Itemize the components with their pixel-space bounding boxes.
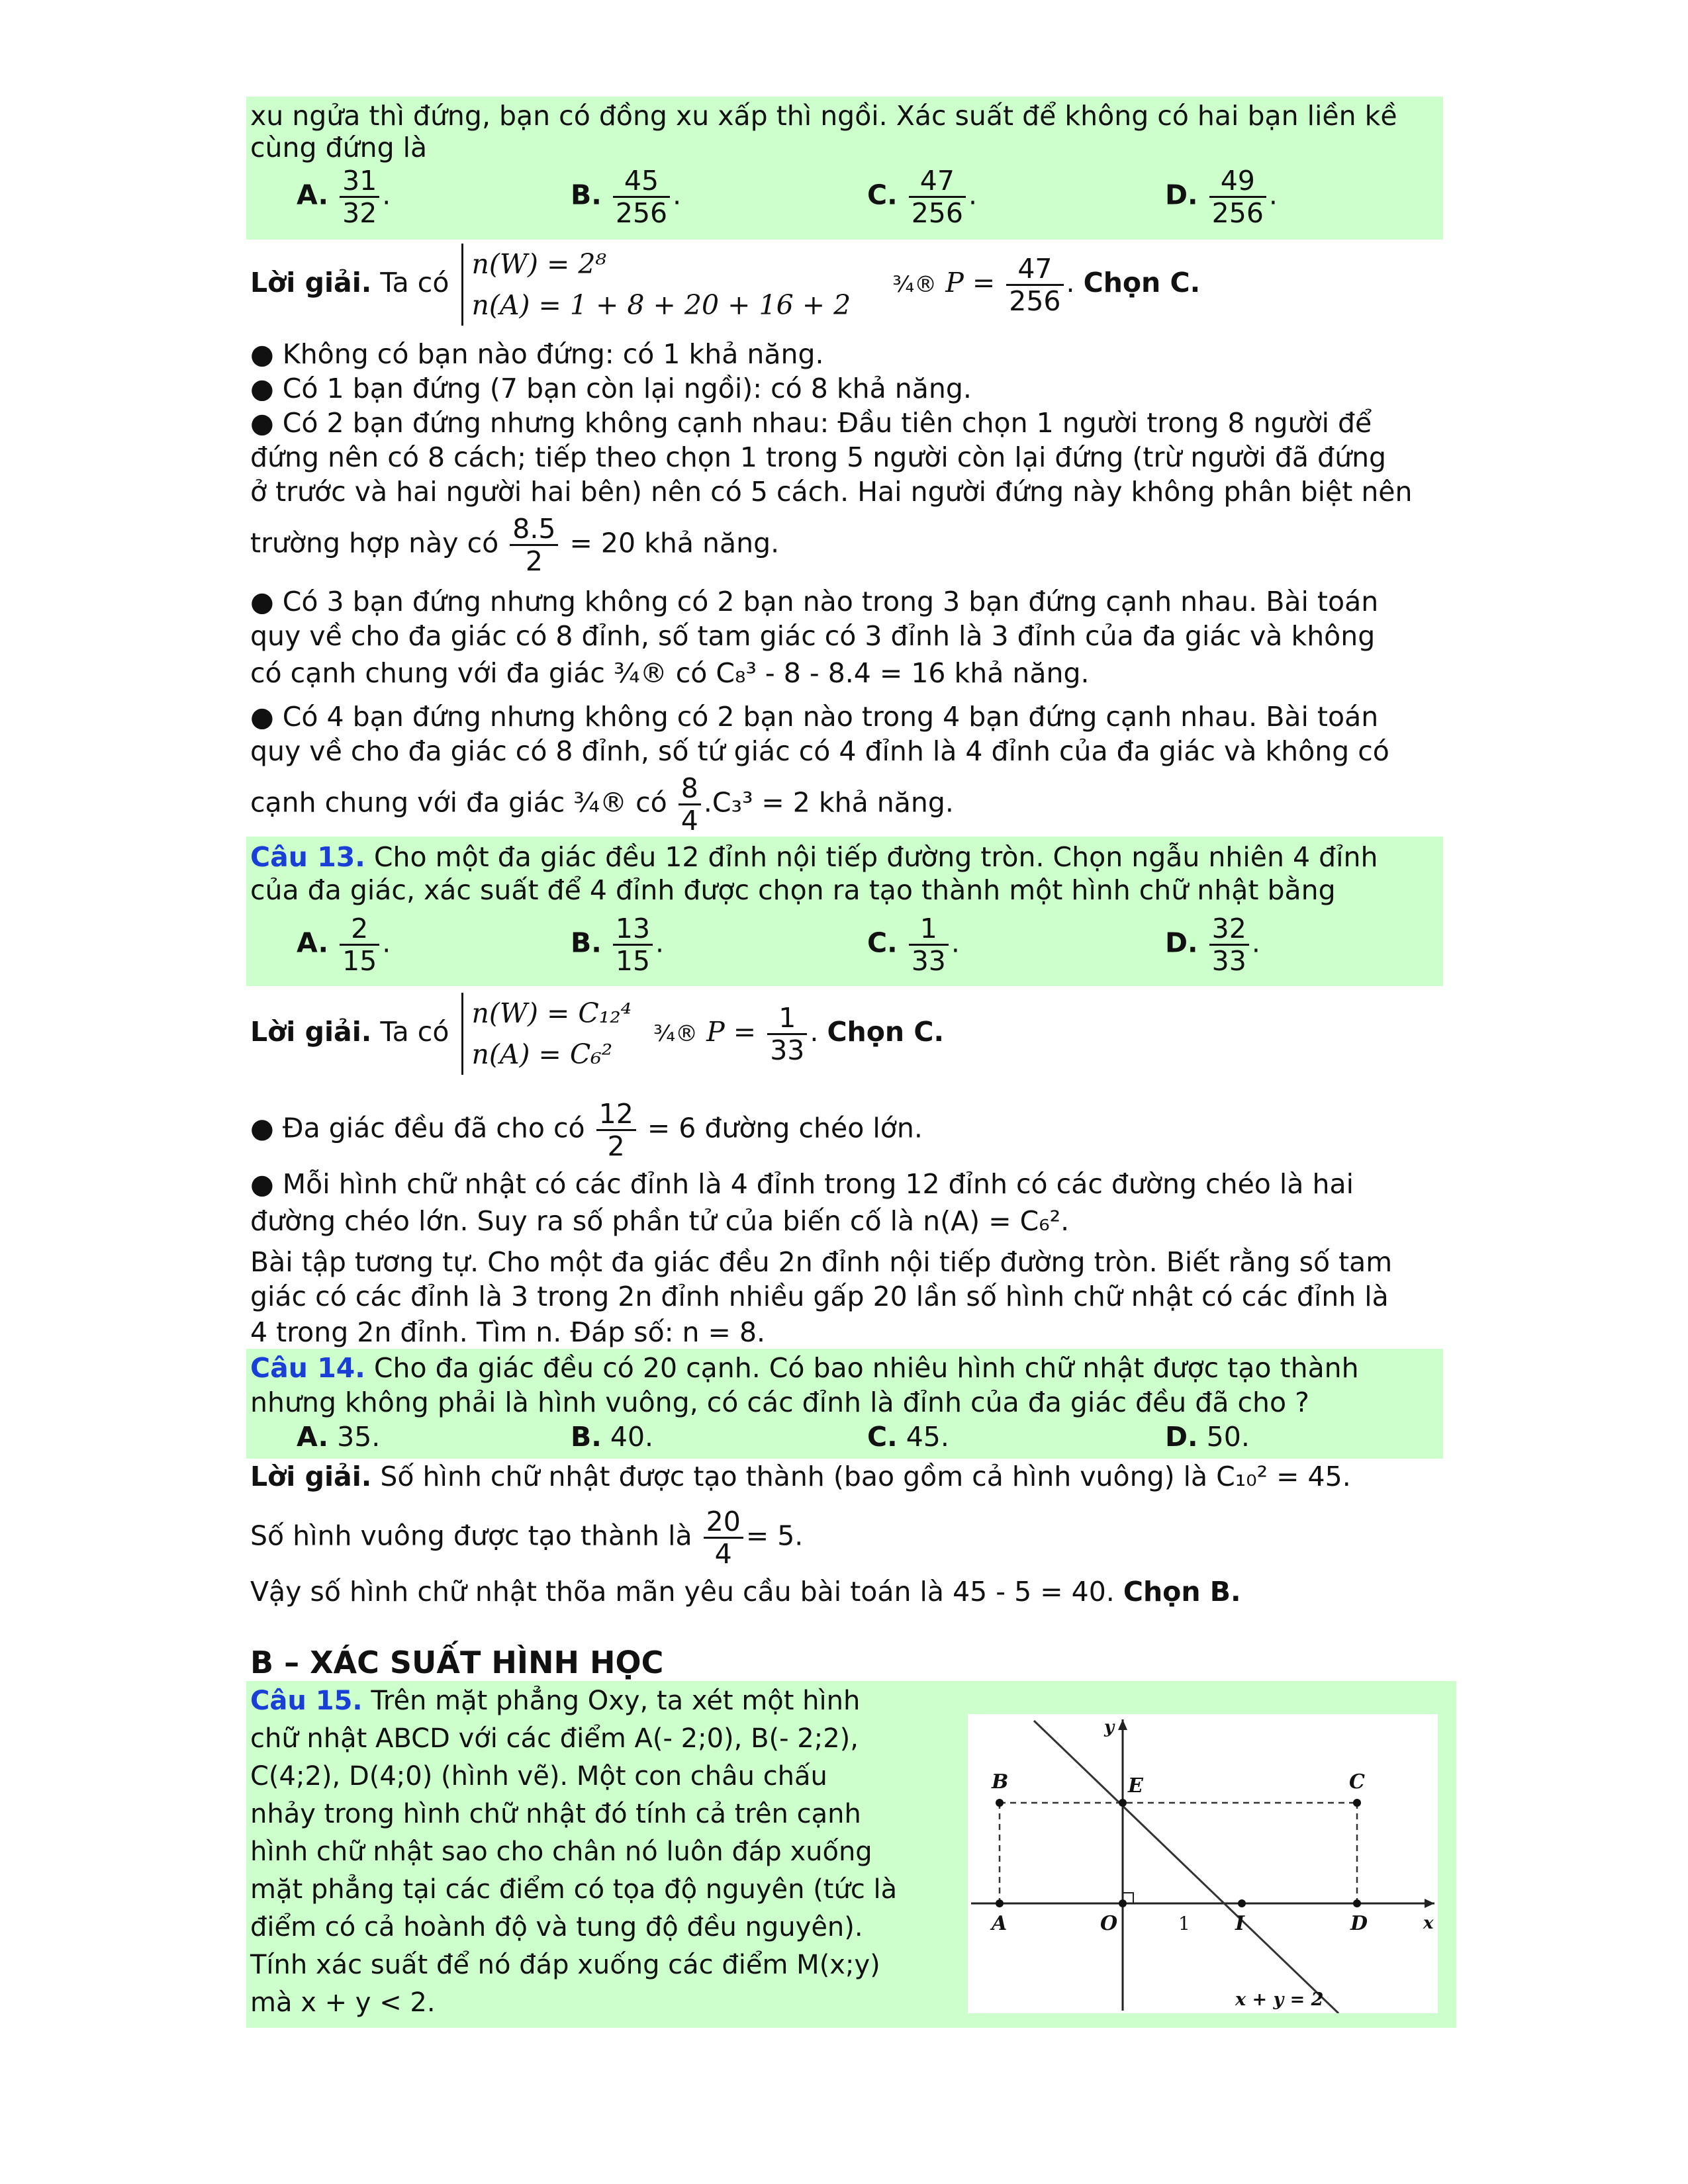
option-fraction: $\frac{13}{15}$ <box>613 913 653 976</box>
point-a <box>996 1899 1004 1907</box>
solution-label: Lời giải. <box>250 267 372 298</box>
option-fraction: $\frac{47}{256}$ <box>909 165 966 228</box>
option-fraction: $\frac{49}{256}$ <box>1209 165 1266 228</box>
tick-label-one: 1 <box>1178 1913 1190 1934</box>
q13-exercise-line3: 4 trong 2n đỉnh. Tìm n. Đáp số: n = 8. <box>250 1316 766 1348</box>
option-letter: C. <box>867 179 898 211</box>
q13-exercise-line2: giác có các đỉnh là 3 trong 2n đỉnh nhiều gấp 20 lần số hình chữ nhật có các đỉnh là <box>250 1281 1389 1312</box>
q15-line-1: Câu 15. Trên mặt phẳng Oxy, ta xét một hình <box>250 1686 861 1716</box>
implies-arrow: ¾® <box>653 1021 698 1047</box>
probability-label: P = <box>706 1016 757 1048</box>
option-value: 50. <box>1206 1421 1250 1453</box>
q13-stem-line1: Câu 13. Cho một đa giác đều 12 đỉnh nội tiếp đường tròn. Chọn ngẫu nhiên 4 đỉnh <box>250 841 1378 873</box>
question-label: Câu 13. <box>250 841 365 873</box>
q13-bullet-2-cont: đường chéo lớn. Suy ra số phần tử của biến cố là n(A) = C₆². <box>250 1205 1070 1237</box>
q12-bullet-4-cont2: có cạnh chung với đa giác ¾® có C₈³ - 8 - 8.4 = 16 khả năng. <box>250 657 1090 689</box>
q12-option-a[interactable]: A. $\frac{31}{32}$ . <box>297 165 391 229</box>
q12-bullet-3-cont1: đứng nên có 8 cách; tiếp theo chọn 1 trong 5 người còn lại đứng (trừ người đã đứng <box>250 441 1387 473</box>
q15-line-6: mặt phẳng tại các điểm có tọa độ nguyên (tức là <box>250 1874 898 1905</box>
q12-bullet-3: ● Có 2 bạn đứng nhưng không cạnh nhau: Đầu tiên chọn 1 người trong 8 người để <box>250 407 1372 439</box>
q15-line-5: hình chữ nhật sao cho chân nó luôn đáp xuống <box>250 1837 872 1867</box>
label-i: I <box>1235 1912 1245 1935</box>
q15-line-2: chữ nhật ABCD với các điểm A(- 2;0), B(- 2;2), <box>250 1723 859 1754</box>
q12-bullet-3-cont3: trường hợp này có $\frac{8.5}{2}$ = 20 khả năng. <box>250 513 780 577</box>
answer-choice: Chọn C. <box>1083 267 1201 298</box>
point-c <box>1353 1799 1361 1807</box>
q13-option-b[interactable]: B. $\frac{13}{15}$ . <box>571 913 665 977</box>
option-fraction: $\frac{45}{256}$ <box>613 165 670 228</box>
option-value: 40. <box>610 1421 654 1453</box>
label-x: x <box>1423 1913 1434 1933</box>
q12-bullet-5: ● Có 4 bạn đứng nhưng không có 2 bạn nào trong 4 bạn đứng cạnh nhau. Bài toán <box>250 701 1379 733</box>
option-letter: B. <box>571 1421 602 1453</box>
option-letter: B. <box>571 179 602 211</box>
q12-bullet-4: ● Có 3 bạn đứng nhưng không có 2 bạn nào trong 3 bạn đứng cạnh nhau. Bài toán <box>250 586 1379 617</box>
figure-background <box>968 1714 1438 2013</box>
point-o <box>1119 1899 1127 1907</box>
option-value: 35. <box>337 1421 381 1453</box>
q15-line-7: điểm có cả hoành độ và tung độ đều nguyên). <box>250 1912 863 1942</box>
q15-line-3: C(4;2), D(4;0) (hình vẽ). Một con châu chấu <box>250 1761 827 1792</box>
q14-option-a[interactable] <box>297 1419 380 1455</box>
q13-option-a[interactable]: A. $\frac{2}{15}$ . <box>297 913 391 977</box>
option-fraction: $\frac{31}{32}$ <box>340 165 379 228</box>
option-letter: D. <box>1165 1421 1198 1453</box>
probability-fraction: $\frac{47}{256}$ <box>1006 253 1063 316</box>
q13-bullet-1: ● Đa giác đều đã cho có $\frac{12}{2}$ = 6 đường chéo lớn. <box>250 1098 923 1162</box>
q13-system: n(W) = C₁₂⁴ n(A) = C₆² <box>461 993 632 1075</box>
q12-stem-line2: cùng đứng là <box>250 132 428 163</box>
point-e <box>1119 1799 1127 1807</box>
label-c: C <box>1349 1770 1365 1794</box>
q12-system: n(W) = 2⁸ n(A) = 1 + 8 + 20 + 16 + 2 <box>461 244 851 326</box>
label-e: E <box>1128 1774 1143 1797</box>
implies-arrow: ¾® <box>892 271 937 298</box>
line-equation-label: x + y = 2 <box>1235 1989 1324 2010</box>
q14-solution-line1: Lời giải. Số hình chữ nhật được tạo thành (bao gồm cả hình vuông) là C₁₀² = 45. <box>250 1461 1351 1492</box>
q15-line-8: Tính xác suất để nó đáp xuống các điểm M(x;y) <box>250 1950 880 1980</box>
option-letter: C. <box>867 1421 898 1453</box>
q13-option-c[interactable]: C. $\frac{1}{33}$ . <box>867 913 960 977</box>
case2-fraction: $\frac{8.5}{2}$ <box>510 514 558 576</box>
q12-bullet-1: ● Không có bạn nào đứng: có 1 khả năng. <box>250 338 824 370</box>
label-b: B <box>992 1770 1009 1794</box>
q15-figure <box>968 1714 1438 2013</box>
option-fraction: $\frac{32}{33}$ <box>1209 913 1249 976</box>
q13-option-d[interactable]: D. $\frac{32}{33}$ . <box>1165 913 1260 977</box>
q14-solution-line2: Số hình vuông được tạo thành là $\frac{20}{4}$ = 5. <box>250 1506 804 1570</box>
q14-option-d[interactable] <box>1165 1419 1250 1455</box>
q14-option-b[interactable] <box>571 1419 653 1455</box>
answer-choice: Chọn C. <box>827 1016 945 1048</box>
label-o: O <box>1100 1912 1118 1935</box>
option-letter: D. <box>1165 927 1198 959</box>
q15-text <box>250 1682 939 2022</box>
q14-option-c[interactable] <box>867 1419 949 1455</box>
probability-label: P = <box>945 267 996 298</box>
q12-solution-header: Lời giải. Ta có n(W) = 2⁸ n(A) = 1 + 8 + 20 + 16 + 2 ¾® P = $\frac{47}{256}$ . Chọn C. <box>250 244 1200 326</box>
q15-line-4: nhảy trong hình chữ nhật đó tính cả trên cạnh <box>250 1799 861 1829</box>
option-fraction: $\frac{2}{15}$ <box>340 913 379 976</box>
q13-stem-line2: của đa giác, xác suất để 4 đỉnh được chọn ra tạo thành một hình chữ nhật bằng <box>250 874 1336 906</box>
case4-fraction: $\frac{8}{4}$ <box>679 773 701 836</box>
label-y: y <box>1104 1717 1115 1737</box>
option-letter: A. <box>297 179 329 211</box>
solution-intro: Ta có <box>380 267 449 298</box>
q12-bullet-5-cont2: cạnh chung với đa giác ¾® có $\frac{8}{4}$ .C₃³ = 2 khả năng. <box>250 772 954 837</box>
q15-line-9: mà x + y < 2. <box>250 1987 436 2018</box>
label-a: A <box>992 1912 1008 1935</box>
q12-option-c[interactable]: C. $\frac{47}{256}$ . <box>867 165 978 229</box>
q13-bullet-2: ● Mỗi hình chữ nhật có các đỉnh là 4 đỉnh trong 12 đỉnh có các đường chéo là hai <box>250 1168 1354 1200</box>
point-i <box>1238 1899 1246 1907</box>
question-label: Câu 14. <box>250 1352 365 1384</box>
solution-label: Lời giải. <box>250 1016 372 1048</box>
answer-choice: Chọn B. <box>1123 1576 1241 1608</box>
diagonal-fraction: $\frac{12}{2}$ <box>596 1099 636 1161</box>
q14-stem-line1: Câu 14. Cho đa giác đều có 20 cạnh. Có bao nhiêu hình chữ nhật được tạo thành <box>250 1352 1359 1384</box>
q14-solution-line3: Vậy số hình chữ nhật thõa mãn yêu cầu bài toán là 45 - 5 = 40. Chọn B. <box>250 1576 1241 1608</box>
label-d: D <box>1350 1912 1368 1935</box>
q12-bullet-5-cont1: quy về cho đa giác có 8 đỉnh, số tứ giác có 4 đỉnh là 4 đỉnh của đa giác và không có <box>250 735 1389 767</box>
solution-label: Lời giải. <box>250 1461 372 1492</box>
q14-stem-line2: nhưng không phải là hình vuông, có các đỉnh là đỉnh của đa giác đều đã cho ? <box>250 1387 1309 1418</box>
point-b <box>996 1799 1004 1807</box>
solution-intro: Ta có <box>380 1016 449 1048</box>
option-value: 45. <box>906 1421 949 1453</box>
q13-exercise-line1: Bài tập tương tự. Cho một đa giác đều 2n đỉnh nội tiếp đường tròn. Biết rằng số tam <box>250 1246 1393 1278</box>
option-letter: A. <box>297 927 329 959</box>
option-fraction: $\frac{1}{33}$ <box>909 913 949 976</box>
q12-bullet-2: ● Có 1 bạn đứng (7 bạn còn lại ngồi): có 8 khả năng. <box>250 373 972 404</box>
q12-bullet-4-cont1: quy về cho đa giác có 8 đỉnh, số tam giác có 3 đỉnh là 3 đỉnh của đa giác và không <box>250 620 1376 652</box>
option-letter: A. <box>297 1421 329 1453</box>
q13-solution-header: Lời giải. Ta có n(W) = C₁₂⁴ n(A) = C₆² ¾® P = $\frac{1}{33}$ . Chọn C. <box>250 993 944 1075</box>
section-heading: B – XÁC SUẤT HÌNH HỌC <box>250 1645 664 1680</box>
probability-fraction: $\frac{1}{33}$ <box>767 1003 807 1066</box>
q12-option-b[interactable]: B. $\frac{45}{256}$ . <box>571 165 682 229</box>
square-count-fraction: $\frac{20}{4}$ <box>704 1506 743 1569</box>
point-d <box>1353 1899 1361 1907</box>
option-letter: D. <box>1165 179 1198 211</box>
option-letter: C. <box>867 927 898 959</box>
q12-bullet-3-cont2: ở trước và hai người hai bên) nên có 5 cách. Hai người đứng này không phân biệt nên <box>250 476 1413 508</box>
option-letter: B. <box>571 927 602 959</box>
q12-option-d[interactable]: D. $\frac{49}{256}$ . <box>1165 165 1278 229</box>
question-label: Câu 15. <box>250 1686 363 1716</box>
q12-stem-line1: xu ngửa thì đứng, bạn có đồng xu xấp thì ngồi. Xác suất để không có hai bạn liền kề <box>250 100 1397 132</box>
